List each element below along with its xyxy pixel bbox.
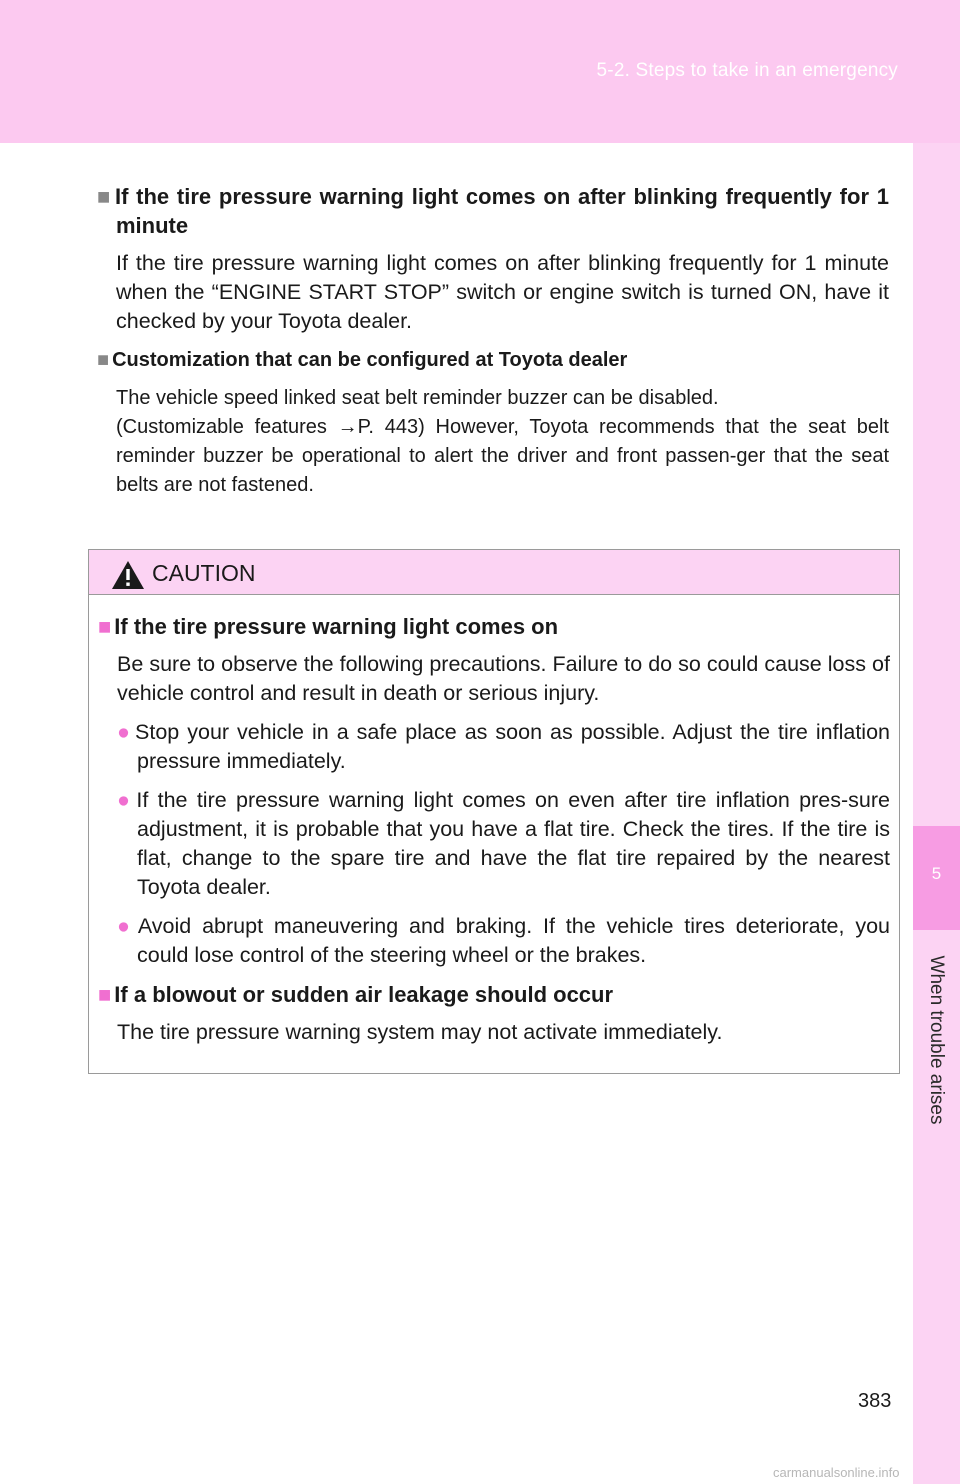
section-heading: ■ If the tire pressure warning light comes on after blinking frequently for 1 minute bbox=[97, 184, 890, 238]
caution-body bbox=[98, 612, 890, 1047]
caution-text: The tire pressure warning system may not activate immediately. bbox=[117, 1020, 723, 1044]
section-heading: ■ Customization that can be configured at Toyota dealer bbox=[97, 349, 628, 371]
page-header bbox=[0, 0, 960, 143]
caution-box bbox=[88, 549, 900, 1074]
caution-header bbox=[89, 550, 899, 595]
chapter-number: 5 bbox=[931, 864, 942, 883]
watermark: carmanualsonline.info bbox=[773, 1465, 900, 1480]
circle-bullet-icon: ● bbox=[117, 720, 133, 744]
caution-heading: ■ If the tire pressure warning light comes on bbox=[98, 614, 559, 639]
square-bullet-icon: ■ bbox=[98, 982, 112, 1007]
section-body: If the tire pressure warning light comes on after blinking frequently for 1 minute when the “ENGINE START STOP” switch or engine switch is turned ON, have it checked by your Toyota dealer. bbox=[116, 251, 889, 333]
square-bullet-icon: ■ bbox=[98, 614, 112, 639]
circle-bullet-icon: ● bbox=[117, 914, 135, 938]
caution-text: Be sure to observe the following precautions. Failure to do so could cause loss of vehicle control and result in death or serious injury. bbox=[117, 652, 890, 705]
circle-bullet-icon: ● bbox=[117, 788, 134, 812]
caution-bullet: ● Avoid abrupt maneuvering and braking. If the vehicle tires deteriorate, you could lose control of the steering wheel or the brakes. bbox=[117, 914, 890, 967]
chapter-side-tab bbox=[913, 143, 960, 1484]
section-body-line: The vehicle speed linked seat belt reminder buzzer can be disabled. bbox=[116, 387, 719, 409]
caution-bullet: ● Stop your vehicle in a safe place as soon as possible. Adjust the tire inflation pressure immediately. bbox=[117, 720, 890, 773]
caution-heading: ■ If a blowout or sudden air leakage should occur bbox=[98, 982, 614, 1007]
caution-title: CAUTION bbox=[152, 560, 256, 586]
section-body-line: (Customizable features →P. 443) However, Toyota recommends that the seat belt reminder buzzer be operational to alert the driver and front passen-ger that the seat belts are not fastened. bbox=[116, 416, 889, 496]
square-bullet-icon: ■ bbox=[97, 349, 110, 371]
caution-bullet: ● If the tire pressure warning light comes on even after tire inflation pres-sure adjustment, it is probable that you have a flat tire. Check the tires. If the tire is flat, change to the spare tire and have the flat tire repaired by the nearest Toyota dealer. bbox=[117, 788, 890, 899]
square-bullet-icon: ■ bbox=[97, 184, 112, 209]
main-content bbox=[97, 182, 889, 500]
page-number: 383 bbox=[858, 1390, 892, 1412]
chapter-title: When trouble arises bbox=[926, 955, 947, 1125]
warning-triangle-icon bbox=[111, 560, 145, 590]
section-title: 5-2. Steps to take in an emergency bbox=[596, 60, 898, 81]
